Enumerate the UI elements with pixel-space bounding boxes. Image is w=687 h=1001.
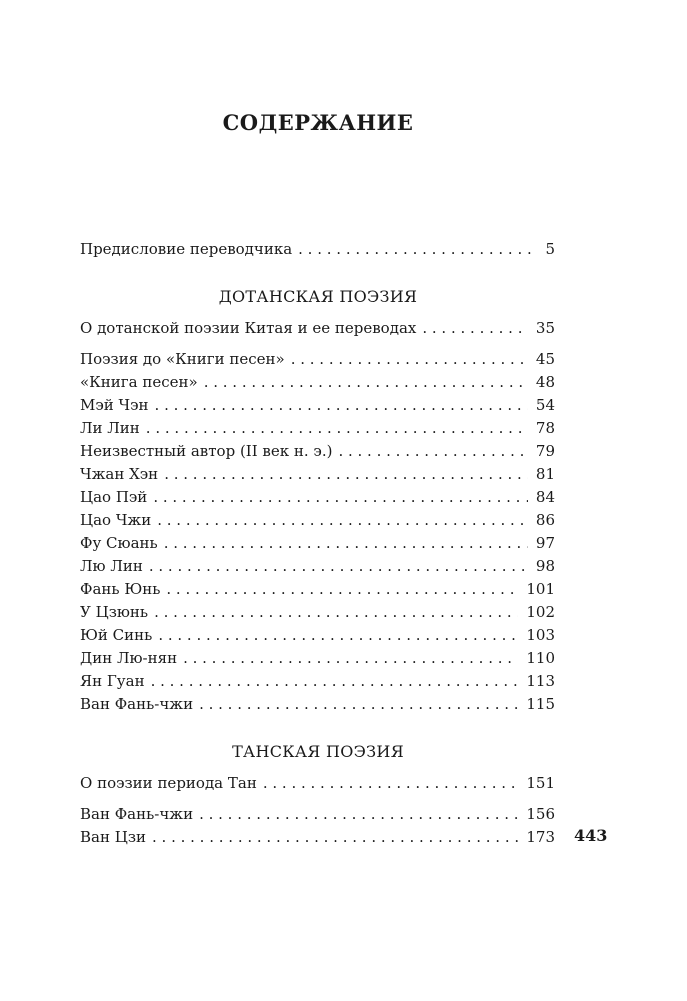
toc-entry <box>80 370 555 394</box>
toc-entry-page: 84 <box>535 488 555 506</box>
toc-entry <box>80 439 555 463</box>
toc-entry-page: 173 <box>526 828 555 846</box>
toc-entry-page: 79 <box>535 442 555 460</box>
toc-entry-label: Ян Гуан <box>80 672 145 690</box>
toc-entry <box>80 623 555 647</box>
toc-entry-label: О поэзии периода Тан <box>80 774 257 792</box>
toc-entry-page: 110 <box>526 649 555 667</box>
leader-dots <box>338 439 527 463</box>
toc-entry <box>80 531 555 555</box>
leader-dots <box>199 802 518 826</box>
leader-dots <box>298 237 537 261</box>
leader-dots <box>204 370 528 394</box>
toc-entry <box>80 393 555 417</box>
page-title: СОДЕРЖАНИЕ <box>222 110 414 135</box>
toc-entry <box>80 416 555 440</box>
toc-entry-page: 86 <box>535 511 555 529</box>
toc-entry-page: 45 <box>535 350 555 368</box>
toc-entry-page: 102 <box>526 603 555 621</box>
toc-entry <box>80 669 555 693</box>
leader-dots <box>164 531 528 555</box>
toc-entry-label: «Книга песен» <box>80 373 198 391</box>
leader-dots <box>164 462 528 486</box>
leader-dots <box>153 485 528 509</box>
toc-entry-label: Предисловие переводчика <box>80 240 293 258</box>
toc-entry-page: 113 <box>526 672 555 690</box>
toc-entry-label: Ван Фань-чжи <box>80 805 194 823</box>
toc-entry <box>80 485 555 509</box>
toc-entry-section-intro <box>80 771 555 795</box>
leader-dots <box>149 554 528 578</box>
toc-entry-preface <box>80 237 555 261</box>
toc-entry-label: Ван Фань-чжи <box>80 695 194 713</box>
toc-entry-label: Неизвестный автор (II век н. э.) <box>80 442 333 460</box>
toc-entry-page: 101 <box>526 580 555 598</box>
toc-entry-label: Лю Лин <box>80 557 143 575</box>
toc-entry <box>80 462 555 486</box>
toc-entry-label: Ван Цзи <box>80 828 146 846</box>
toc-entry-label: У Цзюнь <box>80 603 149 621</box>
leader-dots <box>157 508 528 532</box>
toc-entry-page: 54 <box>535 396 555 414</box>
toc-entry-page: 35 <box>535 319 555 337</box>
toc-entry-label: О дотанской поэзии Китая и ее переводах <box>80 319 417 337</box>
toc-entry-label: Фу Сюань <box>80 534 158 552</box>
toc-entry <box>80 802 555 826</box>
toc-entry-label: Фань Юнь <box>80 580 161 598</box>
toc-entry-label: Ли Лин <box>80 419 140 437</box>
leader-dots <box>158 623 518 647</box>
toc-entry-page: 156 <box>526 805 555 823</box>
section-heading-pre-tang: ДОТАНСКАЯ ПОЭЗИЯ <box>218 287 418 306</box>
leader-dots <box>183 646 518 670</box>
leader-dots <box>154 600 518 624</box>
toc-entry-page: 81 <box>535 465 555 483</box>
toc-entry-page: 151 <box>526 774 555 792</box>
toc-entry <box>80 554 555 578</box>
toc-entry-section-intro <box>80 316 555 340</box>
leader-dots <box>291 347 528 371</box>
leader-dots <box>422 316 528 340</box>
toc-entry-label: Мэй Чэн <box>80 396 149 414</box>
toc-entry-page: 98 <box>535 557 555 575</box>
toc-entry-label: Дин Лю-нян <box>80 649 178 667</box>
toc-entry-page: 5 <box>545 240 555 258</box>
toc-entry-label: Цао Пэй <box>80 488 148 506</box>
toc-entry <box>80 508 555 532</box>
leader-dots <box>199 692 518 716</box>
toc-entry <box>80 646 555 670</box>
toc-entry <box>80 825 555 849</box>
toc-entry-page: 78 <box>535 419 555 437</box>
toc-entry-label: Чжан Хэн <box>80 465 159 483</box>
toc-entry-page: 115 <box>526 695 555 713</box>
leader-dots <box>151 669 519 693</box>
toc-entry <box>80 347 555 371</box>
toc-entry <box>80 600 555 624</box>
toc-entry <box>80 692 555 716</box>
toc-entry-label: Цао Чжи <box>80 511 152 529</box>
leader-dots <box>263 771 519 795</box>
toc-entry-page: 103 <box>526 626 555 644</box>
toc-entry-label: Юй Синь <box>80 626 153 644</box>
leader-dots <box>152 825 518 849</box>
leader-dots <box>155 393 528 417</box>
toc-entry-page: 97 <box>535 534 555 552</box>
toc-entry <box>80 577 555 601</box>
toc-entry-label: Поэзия до «Книги песен» <box>80 350 285 368</box>
page-number: 443 <box>574 826 608 845</box>
leader-dots <box>146 416 528 440</box>
section-heading-tang: ТАНСКАЯ ПОЭЗИЯ <box>232 742 404 761</box>
toc-entry-page: 48 <box>535 373 555 391</box>
leader-dots <box>166 577 518 601</box>
